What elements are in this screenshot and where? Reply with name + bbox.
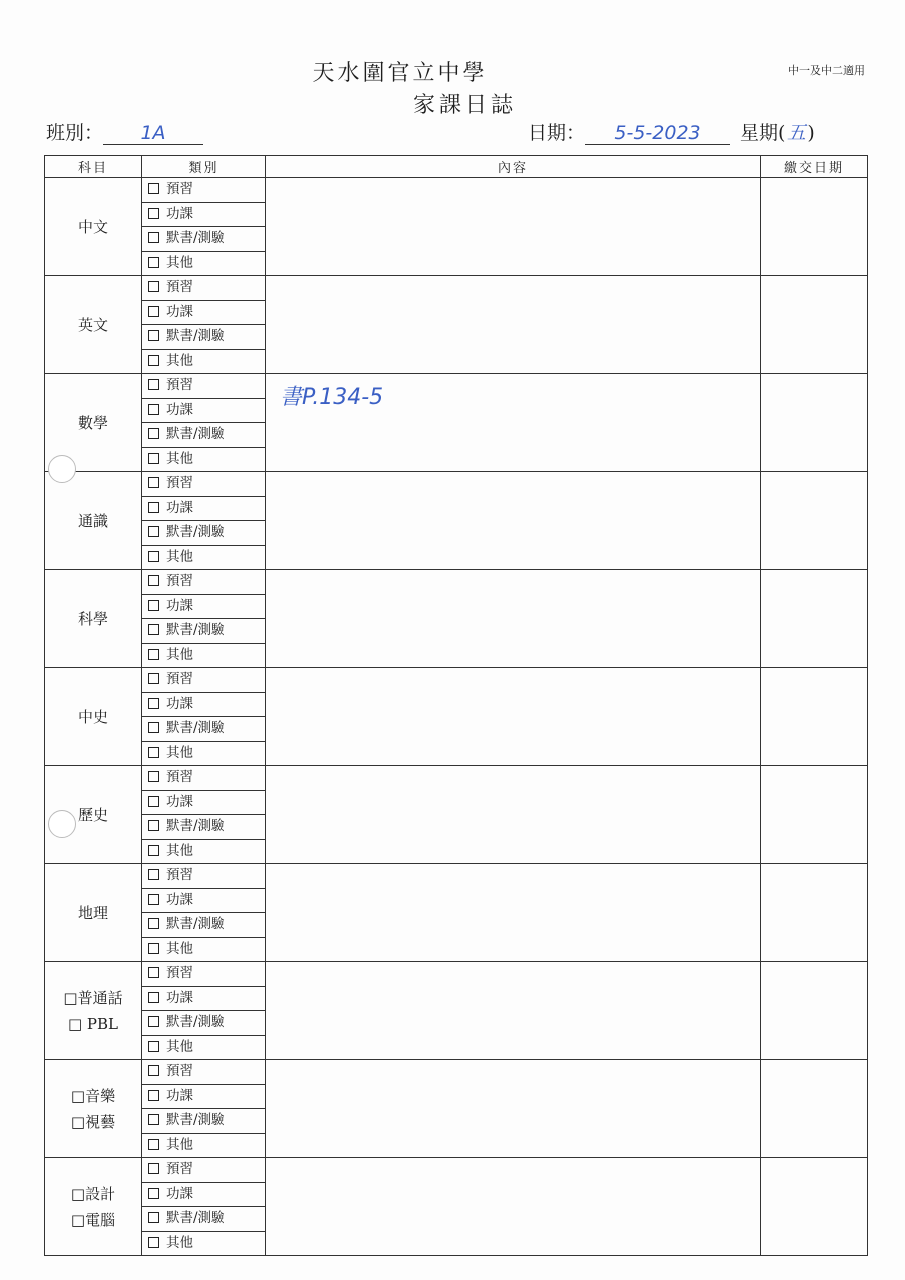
- checkbox-icon[interactable]: [148, 379, 159, 390]
- content-cell[interactable]: [266, 472, 761, 570]
- category-cell: [142, 570, 266, 668]
- subject-label: □電腦: [70, 1210, 116, 1229]
- category-cell: [142, 668, 266, 766]
- header-subject: 科目: [45, 156, 142, 178]
- checkbox-icon[interactable]: [148, 1139, 159, 1150]
- category-option[interactable]: [142, 595, 265, 620]
- category-label: 預習: [166, 965, 193, 981]
- category-cell: [142, 178, 266, 276]
- table-row: [45, 766, 868, 864]
- checkbox-icon[interactable]: [148, 747, 159, 758]
- content-cell[interactable]: [266, 668, 761, 766]
- content-cell[interactable]: [266, 864, 761, 962]
- category-option[interactable]: [142, 791, 265, 816]
- category-option[interactable]: [142, 1134, 265, 1158]
- applicability-note: 中一及中二適用: [788, 64, 865, 77]
- category-label: 功課: [166, 891, 193, 908]
- category-label: 功課: [166, 989, 193, 1006]
- table-row: [45, 178, 868, 276]
- category-cell: [142, 766, 266, 864]
- subject-cell: [45, 178, 142, 276]
- header-content: 內容: [266, 156, 761, 178]
- category-option[interactable]: [142, 178, 265, 203]
- category-label: 預習: [166, 867, 193, 883]
- category-option[interactable]: [142, 742, 265, 766]
- table-row: [45, 374, 868, 472]
- subject-cell: [45, 668, 142, 766]
- subject-label: □普通話: [63, 988, 123, 1007]
- category-label: 功課: [166, 1185, 193, 1202]
- category-option[interactable]: [142, 987, 265, 1012]
- category-label: 功課: [166, 205, 193, 222]
- weekday-field: [740, 118, 815, 150]
- category-option[interactable]: [142, 619, 265, 644]
- checkbox-icon[interactable]: [148, 845, 159, 856]
- category-label: 其他: [166, 842, 193, 859]
- category-option[interactable]: [142, 717, 265, 742]
- table-row: [45, 1060, 868, 1158]
- category-cell: [142, 374, 266, 472]
- content-cell[interactable]: [266, 766, 761, 864]
- category-label: 預習: [166, 1063, 193, 1079]
- checkbox-icon[interactable]: [148, 1016, 159, 1027]
- subject-cell: [45, 864, 142, 962]
- due-date-cell[interactable]: [761, 178, 868, 276]
- checkbox-icon[interactable]: [148, 183, 159, 194]
- category-option[interactable]: [142, 252, 265, 276]
- document-title: 家課日誌: [412, 93, 517, 118]
- category-label: 默書/測驗: [166, 524, 225, 540]
- table-row: [45, 962, 868, 1060]
- due-date-cell[interactable]: [761, 276, 868, 374]
- category-option[interactable]: [142, 325, 265, 350]
- category-option[interactable]: [142, 815, 265, 840]
- subject-label: □ PBL: [67, 1014, 119, 1033]
- category-option[interactable]: [142, 1036, 265, 1060]
- subject-label: □音樂: [70, 1086, 116, 1105]
- category-label: 預習: [166, 573, 193, 589]
- category-label: 默書/測驗: [166, 328, 225, 344]
- content-cell[interactable]: [266, 1060, 761, 1158]
- checkbox-icon[interactable]: [148, 453, 159, 464]
- category-label: 其他: [166, 254, 193, 271]
- checkbox-icon[interactable]: [148, 796, 159, 807]
- due-date-cell[interactable]: [761, 766, 868, 864]
- category-option[interactable]: [142, 1011, 265, 1036]
- subject-cell: [45, 1158, 142, 1256]
- checkbox-icon[interactable]: [148, 306, 159, 317]
- category-option[interactable]: [142, 1207, 265, 1232]
- due-date-cell[interactable]: [761, 570, 868, 668]
- category-label: 默書/測驗: [166, 622, 225, 638]
- checkbox-icon[interactable]: [148, 1237, 159, 1248]
- category-option[interactable]: [142, 521, 265, 546]
- category-option[interactable]: [142, 374, 265, 399]
- category-option[interactable]: [142, 448, 265, 472]
- checkbox-icon[interactable]: [148, 551, 159, 562]
- category-option[interactable]: [142, 1232, 265, 1256]
- checkbox-icon[interactable]: [148, 943, 159, 954]
- category-label: 其他: [166, 352, 193, 369]
- checkbox-icon[interactable]: [148, 869, 159, 880]
- content-cell[interactable]: [266, 178, 761, 276]
- category-label: 默書/測驗: [166, 818, 225, 834]
- table-header-row: [45, 156, 868, 178]
- category-label: 功課: [166, 401, 193, 418]
- subject-label: 歷史: [77, 805, 108, 824]
- category-label: 其他: [166, 940, 193, 957]
- subject-cell: [45, 276, 142, 374]
- checkbox-icon[interactable]: [148, 477, 159, 488]
- category-option[interactable]: [142, 203, 265, 228]
- class-value[interactable]: 1A: [103, 122, 203, 145]
- punch-hole: [48, 810, 76, 838]
- checkbox-icon[interactable]: [148, 1163, 159, 1174]
- subject-label: 中文: [77, 217, 108, 236]
- table-row: [45, 668, 868, 766]
- category-option[interactable]: [142, 668, 265, 693]
- table-row: [45, 276, 868, 374]
- category-label: 其他: [166, 646, 193, 663]
- checkbox-icon[interactable]: [148, 575, 159, 586]
- weekday-value[interactable]: 五: [786, 122, 806, 144]
- category-option[interactable]: [142, 1085, 265, 1110]
- header-due-date: 繳交日期: [761, 156, 868, 178]
- category-label: 其他: [166, 1038, 193, 1055]
- checkbox-icon[interactable]: [148, 722, 159, 733]
- content-cell[interactable]: [266, 374, 761, 472]
- checkbox-icon[interactable]: [148, 894, 159, 905]
- checkbox-icon[interactable]: [148, 232, 159, 243]
- category-option[interactable]: [142, 399, 265, 424]
- subject-label: 數學: [77, 413, 108, 432]
- punch-hole: [48, 455, 76, 483]
- category-cell: [142, 1060, 266, 1158]
- subject-label: □設計: [70, 1184, 116, 1203]
- category-option[interactable]: [142, 227, 265, 252]
- table-row: [45, 864, 868, 962]
- category-option[interactable]: [142, 497, 265, 522]
- category-option[interactable]: [142, 864, 265, 889]
- date-field: [528, 118, 730, 150]
- checkbox-icon[interactable]: [148, 1212, 159, 1223]
- checkbox-icon[interactable]: [148, 992, 159, 1003]
- category-option[interactable]: [142, 1158, 265, 1183]
- category-option[interactable]: [142, 350, 265, 374]
- checkbox-icon[interactable]: [148, 1041, 159, 1052]
- homework-table: [44, 155, 868, 1256]
- table-row: [45, 472, 868, 570]
- category-option[interactable]: [142, 423, 265, 448]
- category-label: 預習: [166, 671, 193, 687]
- checkbox-icon[interactable]: [148, 820, 159, 831]
- due-date-cell[interactable]: [761, 472, 868, 570]
- category-option[interactable]: [142, 693, 265, 718]
- category-label: 其他: [166, 744, 193, 761]
- category-option[interactable]: [142, 962, 265, 987]
- category-option[interactable]: [142, 546, 265, 570]
- checkbox-icon[interactable]: [148, 1114, 159, 1125]
- content-cell[interactable]: [266, 570, 761, 668]
- category-label: 其他: [166, 548, 193, 565]
- category-label: 默書/測驗: [166, 1112, 225, 1128]
- table-row: [45, 1158, 868, 1256]
- weekday-label: 星期(: [740, 122, 786, 144]
- checkbox-icon[interactable]: [148, 649, 159, 660]
- category-label: 其他: [166, 450, 193, 467]
- category-option[interactable]: [142, 766, 265, 791]
- category-label: 預習: [166, 1161, 193, 1177]
- category-label: 功課: [166, 793, 193, 810]
- class-field: [46, 118, 203, 150]
- category-option[interactable]: [142, 1183, 265, 1208]
- category-label: 預習: [166, 279, 193, 295]
- category-option[interactable]: [142, 938, 265, 962]
- date-label: 日期：: [528, 122, 586, 144]
- category-cell: [142, 1158, 266, 1256]
- content-cell[interactable]: [266, 962, 761, 1060]
- category-label: 預習: [166, 475, 193, 491]
- category-cell: [142, 962, 266, 1060]
- subject-cell: [45, 1060, 142, 1158]
- category-label: 默書/測驗: [166, 426, 225, 442]
- category-label: 功課: [166, 597, 193, 614]
- subject-cell: [45, 962, 142, 1060]
- category-option[interactable]: [142, 889, 265, 914]
- checkbox-icon[interactable]: [148, 208, 159, 219]
- due-date-cell[interactable]: [761, 374, 868, 472]
- weekday-close: ): [807, 122, 815, 144]
- due-date-cell[interactable]: [761, 668, 868, 766]
- checkbox-icon[interactable]: [148, 281, 159, 292]
- category-label: 默書/測驗: [166, 720, 225, 736]
- category-option[interactable]: [142, 570, 265, 595]
- checkbox-icon[interactable]: [148, 698, 159, 709]
- category-option[interactable]: [142, 840, 265, 864]
- checkbox-icon[interactable]: [148, 404, 159, 415]
- category-label: 功課: [166, 303, 193, 320]
- category-cell: [142, 276, 266, 374]
- checkbox-icon[interactable]: [148, 526, 159, 537]
- school-name: 天水圍官立中學: [312, 61, 488, 86]
- category-option[interactable]: [142, 644, 265, 668]
- category-option[interactable]: [142, 913, 265, 938]
- category-label: 預習: [166, 377, 193, 393]
- category-label: 功課: [166, 695, 193, 712]
- subject-label: 地理: [77, 903, 108, 922]
- category-option[interactable]: [142, 1060, 265, 1085]
- checkbox-icon[interactable]: [148, 967, 159, 978]
- checkbox-icon[interactable]: [148, 1188, 159, 1199]
- checkbox-icon[interactable]: [148, 1065, 159, 1076]
- subject-label: 通識: [77, 511, 108, 530]
- checkbox-icon[interactable]: [148, 600, 159, 611]
- content-cell[interactable]: [266, 276, 761, 374]
- table-body: [45, 178, 868, 1256]
- category-label: 默書/測驗: [166, 1210, 225, 1226]
- due-date-cell[interactable]: [761, 1158, 868, 1256]
- subject-label: □視藝: [70, 1112, 116, 1131]
- header-category: 類別: [142, 156, 266, 178]
- class-label: 班別：: [46, 122, 104, 144]
- subject-label: 科學: [77, 609, 108, 628]
- category-label: 預習: [166, 769, 193, 785]
- checkbox-icon[interactable]: [148, 502, 159, 513]
- category-option[interactable]: [142, 472, 265, 497]
- category-option[interactable]: [142, 301, 265, 326]
- due-date-cell[interactable]: [761, 962, 868, 1060]
- table-row: [45, 570, 868, 668]
- category-label: 默書/測驗: [166, 1014, 225, 1030]
- content-cell[interactable]: [266, 1158, 761, 1256]
- checkbox-icon[interactable]: [148, 673, 159, 684]
- category-label: 預習: [166, 181, 193, 197]
- date-value[interactable]: 5-5-2023: [585, 122, 730, 145]
- content-text: 書P.134-5: [280, 385, 384, 410]
- due-date-cell[interactable]: [761, 864, 868, 962]
- subject-cell: [45, 472, 142, 570]
- category-cell: [142, 864, 266, 962]
- category-label: 功課: [166, 1087, 193, 1104]
- checkbox-icon[interactable]: [148, 771, 159, 782]
- due-date-cell[interactable]: [761, 1060, 868, 1158]
- category-option[interactable]: [142, 1109, 265, 1134]
- checkbox-icon[interactable]: [148, 355, 159, 366]
- checkbox-icon[interactable]: [148, 918, 159, 929]
- category-label: 其他: [166, 1234, 193, 1251]
- category-label: 其他: [166, 1136, 193, 1153]
- checkbox-icon[interactable]: [148, 624, 159, 635]
- category-option[interactable]: [142, 276, 265, 301]
- subject-label: 中史: [77, 707, 108, 726]
- subject-label: 英文: [77, 315, 108, 334]
- checkbox-icon[interactable]: [148, 1090, 159, 1101]
- checkbox-icon[interactable]: [148, 428, 159, 439]
- category-label: 默書/測驗: [166, 916, 225, 932]
- subject-cell: [45, 570, 142, 668]
- checkbox-icon[interactable]: [148, 330, 159, 341]
- category-label: 功課: [166, 499, 193, 516]
- category-label: 默書/測驗: [166, 230, 225, 246]
- category-cell: [142, 472, 266, 570]
- checkbox-icon[interactable]: [148, 257, 159, 268]
